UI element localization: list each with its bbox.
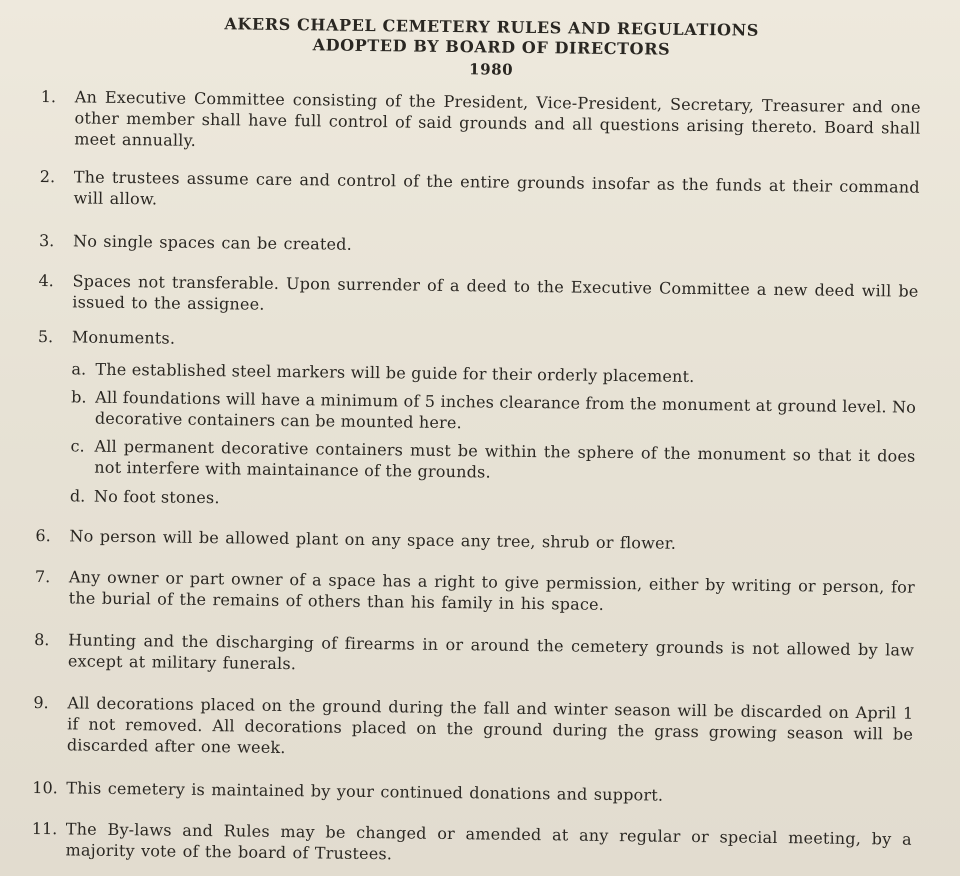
subrule-5c (70, 435, 915, 487)
rule-number: 10. (32, 777, 58, 798)
document-header (41, 12, 942, 85)
rule-text: An Executive Committee consisting of the President, Vice-President, Secretary, Treasurer and one other member shall have full control of said grounds and all questions arising thereto. Board shall meet annually. (74, 87, 921, 150)
subrule-letter: d. (69, 486, 86, 506)
subrule-5b (71, 386, 916, 438)
rule-number: 5. (37, 326, 54, 347)
subrule-text: All permanent decorative containers must be within the sphere of the monument so that it does not interfere with maintainance of the grounds. (94, 436, 916, 482)
rule-11 (31, 818, 911, 871)
document-subtitle: ADOPTED BY BOARD OF DIRECTORS (312, 35, 671, 59)
rule-3 (39, 230, 919, 262)
rule-number: 1. (40, 86, 57, 107)
rule-6 (35, 525, 915, 557)
rule-2 (39, 166, 919, 219)
rule-7 (35, 566, 915, 619)
rule-text: Hunting and the discharging of firearms in or around the cemetery grounds is not allowed by law except at military funerals. (67, 630, 915, 674)
rule-text: All decorations placed on the ground during the fall and winter season will be discarded on April 1 if not removed. All decorations placed on the ground during the grass growing season will be discarded after one week. (66, 693, 914, 758)
subrule-text: All foundations will have a minimum of 5 inches clearance from the monument at ground level. No decorative containers can be mounted here. (94, 387, 917, 433)
subrule-text: The established steel markers will be guide for their orderly placement. (95, 359, 695, 386)
rule-8 (34, 629, 914, 682)
subrule-letter: a. (71, 359, 87, 379)
rule-text: Any owner or part owner of a space has a right to give permission, either by writing or person, for the burial of the remains of others than his family in his space. (68, 567, 916, 614)
rule-5 (38, 326, 918, 358)
rule-number: 11. (31, 818, 58, 839)
rule-10 (32, 777, 912, 809)
subrule-letter: b. (71, 387, 87, 407)
rule-number: 4. (38, 270, 54, 291)
subrule-letter: c. (70, 436, 85, 456)
rule-number: 3. (38, 230, 55, 251)
rule-text: The trustees assume care and control of the entire grounds insofar as the funds at their command will allow. (73, 167, 920, 209)
rule-number: 9. (33, 692, 49, 713)
rule-text: Spaces not transferable. Upon surrender of a deed to the Executive Committee a new deed will be issued to the assignee. (72, 271, 919, 314)
rule-number: 7. (34, 566, 51, 587)
rule-text: No person will be allowed plant on any space any tree, shrub or flower. (69, 526, 677, 553)
rule-1 (40, 86, 921, 160)
rule-9 (33, 692, 914, 766)
subrule-5a (71, 358, 916, 389)
rule-text: Monuments. (71, 327, 176, 348)
printed-sheet (31, 0, 942, 876)
rule-text: No single spaces can be created. (72, 231, 353, 254)
document-title: AKERS CHAPEL CEMETERY RULES AND REGULATIONS (224, 14, 760, 40)
rule-text: This cemetery is maintained by your continued donations and support. (66, 778, 664, 805)
document-year: 1980 (468, 60, 514, 79)
rule-4 (38, 270, 918, 323)
rule-text: The By-laws and Rules may be changed or amended at any regular or special meeting, by a majority vote of the board of Trustees. (65, 819, 912, 864)
rule-number: 8. (34, 629, 50, 650)
subrule-text: No foot stones. (93, 486, 220, 508)
rule-number: 6. (35, 525, 51, 546)
rule-number: 2. (39, 166, 56, 187)
subrule-5d (70, 485, 915, 516)
